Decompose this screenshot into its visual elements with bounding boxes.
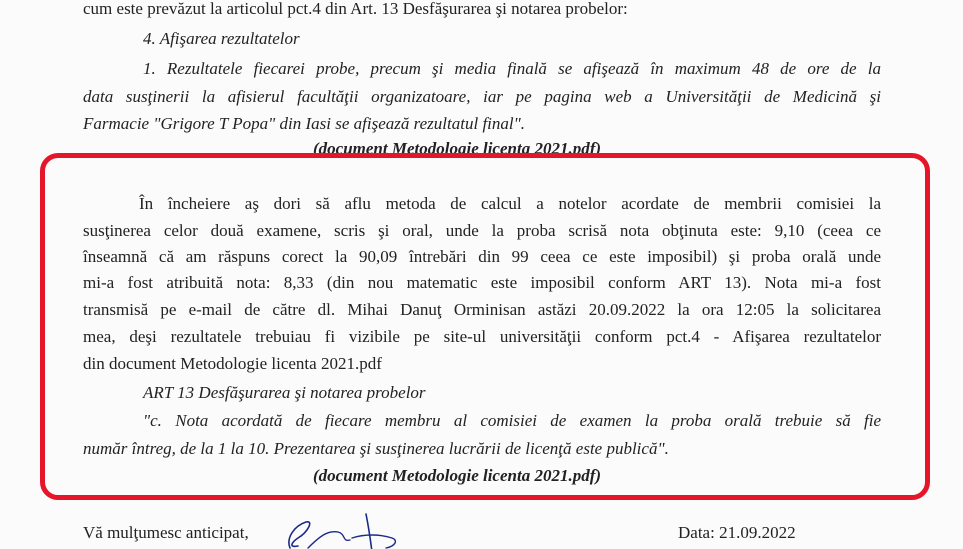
- box-paragraph-line-1: În încheiere aş dori să aflu metoda de calcul a notelor acordate de membrii comisiei la: [139, 194, 881, 213]
- box-paragraph-line-4: mi-a fost atribuită nota: 8,33 (din nou matematic este imposibil conform ART 13). Nota mi-a fost: [83, 273, 881, 292]
- intro-line: cum este prevăzut la articolul pct.4 din Art. 13 Desfăşurarea şi notarea probelor:: [83, 0, 628, 18]
- quote-line-1: "c. Nota acordată de fiecare membru al comisiei de examen la proba orală trebuie să fie: [143, 411, 881, 430]
- box-paragraph-line-3: înseamnă că am răspuns corect la 90,09 întrebări din 99 ceea ce este imposibil) şi proba orală unde: [83, 247, 881, 266]
- box-source: (document Metodologie licenta 2021.pdf): [313, 466, 602, 485]
- box-paragraph-line-5: transmisă pe e-mail de către dl. Mihai Danuţ Orminisan astăzi 20.09.2022 la ora 12:05 la solicitarea: [83, 300, 881, 319]
- quote-line-2: număr întreg, de la 1 la 10. Prezentarea şi susţinerea lucrării de licenţă este publică".: [83, 439, 669, 458]
- art-heading: ART 13 Desfăşurarea şi notarea probelor: [143, 383, 426, 402]
- signature-icon: [268, 508, 408, 549]
- section-heading: 4. Afişarea rezultatelor: [143, 29, 300, 48]
- top-paragraph-line-1: 1. Rezultatele fiecarei probe, precum şi media finală se afişează în maximum 48 de ore de la: [143, 59, 881, 78]
- top-source: (document Metodologie licenta 2021.pdf): [313, 139, 602, 158]
- thanks-line: Vă mulţumesc anticipat,: [83, 523, 249, 542]
- box-paragraph-line-2: susţinerea celor două examene, scris şi oral, unde la proba scrisă nota obţinuta este: 9,10 (ceea ce: [83, 221, 881, 240]
- top-paragraph-line-3: Farmacie "Grigore T Popa" din Iasi se afişează rezultatul final".: [83, 114, 525, 133]
- box-paragraph-line-6: mea, deşi rezultatele trebuiau fi vizibile pe site-ul universităţii conform pct.4 - Afişarea rezultatelor: [83, 327, 881, 346]
- box-paragraph-line-7: din document Metodologie licenta 2021.pdf: [83, 354, 382, 373]
- top-paragraph-line-2: data susţinerii la afisierul facultăţii organizatoare, iar pe pagina web a Universităţii de Medicină şi: [83, 87, 881, 106]
- date-line: Data: 21.09.2022: [678, 523, 796, 542]
